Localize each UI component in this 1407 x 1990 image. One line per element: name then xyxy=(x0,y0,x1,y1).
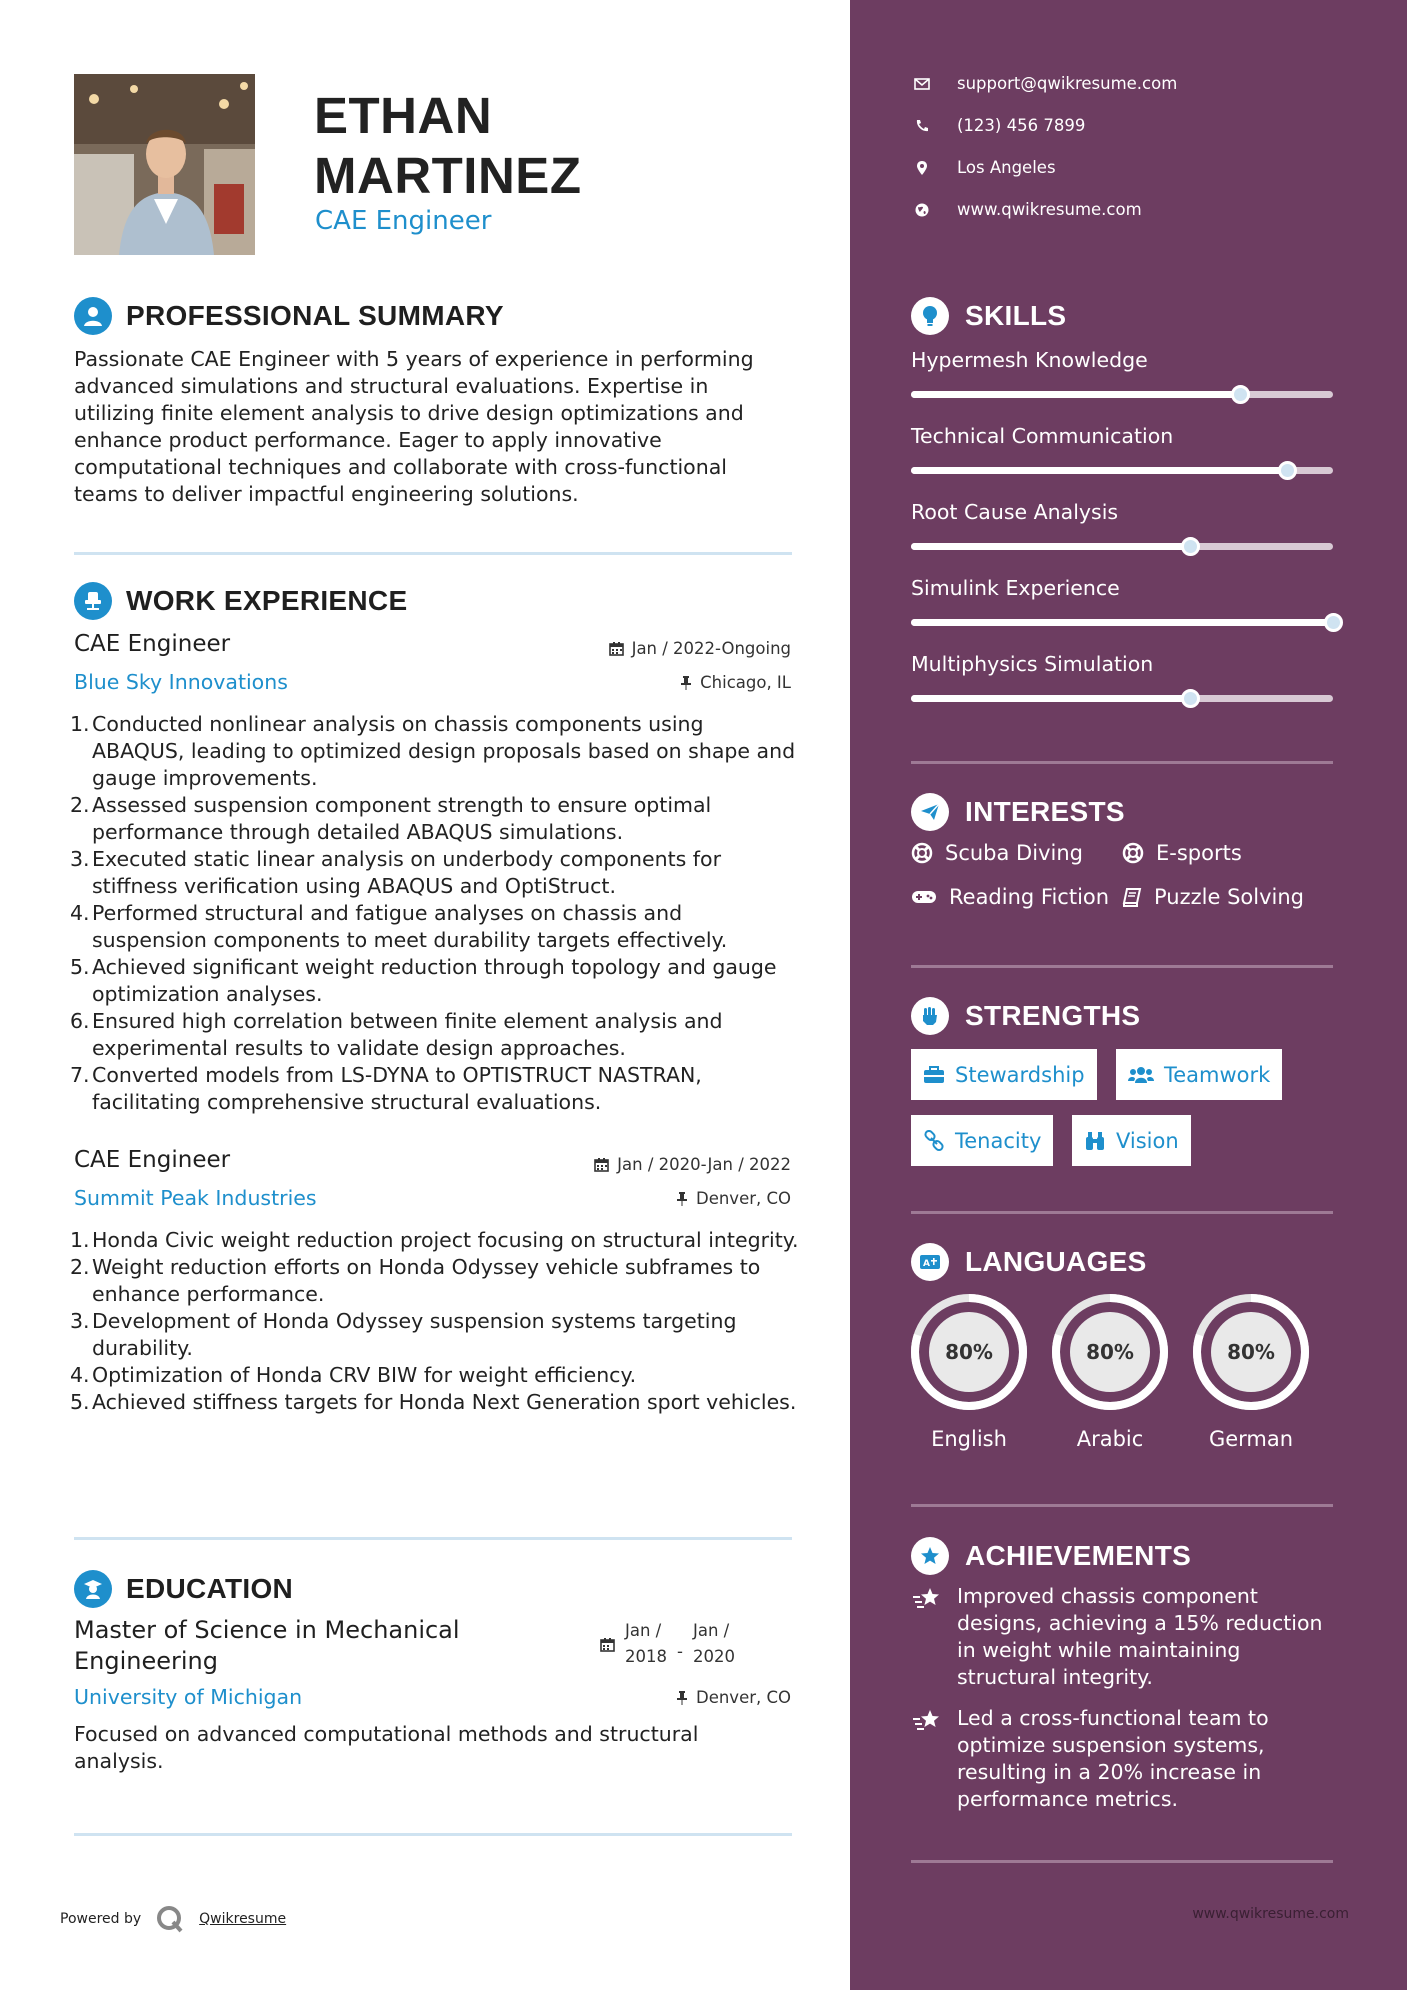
map-marker-icon xyxy=(911,161,933,175)
achievement-text: Improved chassis component designs, achieving a 15% reduction in weight while maintaining structural integrity. xyxy=(957,1584,1323,1689)
strength-tag: Stewardship xyxy=(911,1049,1097,1100)
shooting-star-icon xyxy=(911,1583,957,1691)
strength-tag: Tenacity xyxy=(911,1115,1053,1166)
divider xyxy=(911,1860,1333,1863)
list-item: 7. Converted models from LS-DYNA to OPTISTRUCT NASTRAN, facilitating comprehensive structural evaluations. xyxy=(70,1063,702,1114)
binoculars-icon xyxy=(1084,1131,1106,1151)
strength-tag: Vision xyxy=(1072,1115,1191,1166)
job-dates-text: Jan / 2020-Jan / 2022 xyxy=(617,1155,791,1174)
job-dates-text: Jan / 2022-Ongoing xyxy=(631,639,791,658)
calendar-icon xyxy=(594,1157,609,1172)
briefcase-icon xyxy=(923,1066,945,1084)
education-description: Focused on advanced computational methods and structural analysis. xyxy=(74,1722,699,1773)
pin-icon xyxy=(680,675,692,690)
job-location xyxy=(680,673,791,692)
language-percent: 80% xyxy=(1086,1340,1134,1364)
interests-title: INTERESTS xyxy=(965,796,1125,827)
job-location-text: Chicago, IL xyxy=(700,673,791,692)
achievements-heading xyxy=(911,1537,1191,1575)
paper-plane-icon xyxy=(911,793,949,831)
contact-phone xyxy=(911,116,1085,135)
education-heading xyxy=(74,1570,293,1608)
interest-item: Puzzle Solving xyxy=(1122,885,1304,909)
languages-heading xyxy=(911,1243,1147,1281)
star-badge-icon xyxy=(911,1537,949,1575)
skill-level-knob xyxy=(1278,461,1297,480)
website-text[interactable]: www.qwikresume.com xyxy=(957,200,1142,219)
summary-title: PROFESSIONAL SUMMARY xyxy=(126,300,504,331)
achievements-title: ACHIEVEMENTS xyxy=(965,1540,1192,1571)
life-ring-icon xyxy=(1122,842,1144,864)
work-heading xyxy=(74,582,407,620)
list-item: 1. Honda Civic weight reduction project focusing on structural integrity. xyxy=(70,1228,799,1252)
phone-text: (123) 456 7899 xyxy=(957,116,1086,135)
divider xyxy=(74,1537,792,1540)
job-dates xyxy=(609,639,791,658)
job-location-text: Denver, CO xyxy=(695,1189,791,1208)
divider xyxy=(911,761,1333,764)
calendar-icon xyxy=(609,641,624,656)
list-item: 1. Conducted nonlinear analysis on chassis components using ABAQUS, leading to optimized design proposals based on shape and gauge improvements. xyxy=(70,712,796,790)
strength-tag: Teamwork xyxy=(1116,1049,1282,1100)
pin-icon xyxy=(676,1191,688,1206)
company-name: Summit Peak Industries xyxy=(74,1186,317,1210)
languages-title: LANGUAGES xyxy=(965,1246,1147,1277)
strengths-title: STRENGTHS xyxy=(965,1000,1141,1031)
footer-website[interactable]: www.qwikresume.com xyxy=(1192,1906,1349,1922)
skill-bar xyxy=(911,695,1333,702)
name-first: ETHAN xyxy=(314,87,493,144)
language-ring xyxy=(908,1291,1030,1413)
skill-bar xyxy=(911,391,1333,398)
language-ring xyxy=(1190,1291,1312,1413)
language-card-icon xyxy=(911,1243,949,1281)
skill-level-knob xyxy=(1324,613,1343,632)
globe-icon xyxy=(911,203,933,217)
language-percent: 80% xyxy=(1227,1340,1275,1364)
language-ring xyxy=(1049,1291,1171,1413)
skill-bar-fill xyxy=(911,543,1190,550)
skill-bar xyxy=(911,619,1333,626)
qwikresume-logo-icon xyxy=(155,1904,185,1934)
skill-label: Hypermesh Knowledge xyxy=(911,348,1148,372)
list-item: 2. Assessed suspension component strength to ensure optimal performance through detailed ABAQUS simulations. xyxy=(70,793,712,844)
job-dates xyxy=(594,1155,791,1174)
users-icon xyxy=(1128,1066,1154,1084)
interest-item: Reading Fiction xyxy=(911,885,1109,909)
envelope-icon xyxy=(911,78,933,90)
list-item: 5. Achieved stiffness targets for Honda Next Generation sport vehicles. xyxy=(70,1390,797,1414)
email-text[interactable]: support@qwikresume.com xyxy=(957,74,1178,93)
skill-bar xyxy=(911,543,1333,550)
education-location-text: Denver, CO xyxy=(695,1688,791,1707)
summary-heading xyxy=(74,297,504,335)
divider xyxy=(911,1211,1333,1214)
calendar-icon xyxy=(600,1637,615,1652)
skill-bar xyxy=(911,467,1333,474)
briefcase-chair-icon xyxy=(74,582,112,620)
language-item xyxy=(907,1291,1031,1451)
interests-heading xyxy=(911,793,1125,831)
svg-text:A: A xyxy=(923,1259,930,1269)
location-text: Los Angeles xyxy=(957,158,1056,177)
list-item: 3. Development of Honda Odyssey suspension systems targeting durability. xyxy=(70,1309,737,1360)
start-date: Jan / 2018 xyxy=(625,1621,667,1666)
job-location xyxy=(676,1189,791,1208)
list-item: 3. Executed static linear analysis on underbody components for stiffness verification using ABAQUS and OptiStruct. xyxy=(70,847,721,898)
pin-icon xyxy=(676,1690,688,1705)
shooting-star-icon xyxy=(911,1705,957,1813)
list-item: 4. Performed structural and fatigue analyses on chassis and suspension components to meet durability targets effectively. xyxy=(70,901,728,952)
profile-photo xyxy=(74,74,255,255)
contact-location xyxy=(911,158,1056,177)
language-name: English xyxy=(931,1427,1007,1451)
name-last: MARTINEZ xyxy=(314,147,582,204)
candidate-role: CAE Engineer xyxy=(315,206,492,236)
language-name: Arabic xyxy=(1076,1427,1144,1451)
graduate-icon xyxy=(74,1570,112,1608)
list-item: 2. Weight reduction efforts on Honda Odyssey vehicle subframes to enhance performance. xyxy=(70,1255,761,1306)
lightbulb-icon xyxy=(911,297,949,335)
skill-label: Multiphysics Simulation xyxy=(911,652,1154,676)
divider xyxy=(911,1504,1333,1507)
divider xyxy=(911,965,1333,968)
end-date: Jan / 2020 xyxy=(692,1621,735,1666)
skills-heading xyxy=(911,297,1066,335)
degree-title: Master of Science in Mechanical Engineering xyxy=(74,1616,460,1675)
job-duties xyxy=(70,1227,800,1416)
skill-level-knob xyxy=(1181,537,1200,556)
list-item: 6. Ensured high correlation between finite element analysis and experimental results to validate design approaches. xyxy=(70,1009,723,1060)
book-icon xyxy=(1122,887,1142,907)
contact-email xyxy=(911,74,1177,93)
list-item: 4. Optimization of Honda CRV BIW for weight efficiency. xyxy=(70,1363,637,1387)
skill-bar-fill xyxy=(911,619,1333,626)
skill-bar-fill xyxy=(911,467,1287,474)
skill-level-knob xyxy=(1181,689,1200,708)
skills-title: SKILLS xyxy=(965,300,1067,331)
job-duties xyxy=(70,711,800,1116)
skill-bar-fill xyxy=(911,695,1190,702)
list-item: 5. Achieved significant weight reduction through topology and gauge optimization analyses. xyxy=(70,955,777,1006)
language-item xyxy=(1048,1291,1172,1451)
strengths-heading xyxy=(911,997,1140,1035)
achievement-item xyxy=(911,1583,1331,1691)
contact-website xyxy=(911,200,1142,219)
fist-icon xyxy=(911,997,949,1035)
school-name: University of Michigan xyxy=(74,1685,303,1709)
skill-label: Simulink Experience xyxy=(911,576,1120,600)
work-title: WORK EXPERIENCE xyxy=(126,585,408,616)
skill-bar-fill xyxy=(911,391,1240,398)
education-dates xyxy=(600,1618,735,1670)
language-item xyxy=(1189,1291,1313,1451)
phone-icon xyxy=(911,119,933,133)
job-title: CAE Engineer xyxy=(74,1147,231,1173)
company-name: Blue Sky Innovations xyxy=(74,670,288,694)
powered-by xyxy=(60,1904,286,1934)
achievement-item xyxy=(911,1705,1331,1813)
qwikresume-link[interactable]: Qwikresume xyxy=(199,1911,287,1927)
life-ring-icon xyxy=(911,842,933,864)
skill-label: Technical Communication xyxy=(911,424,1174,448)
user-icon xyxy=(74,297,112,335)
interest-item: E-sports xyxy=(1122,841,1242,865)
language-name: German xyxy=(1208,1427,1294,1451)
job-title: CAE Engineer xyxy=(74,631,231,657)
gamepad-icon xyxy=(911,889,937,905)
language-percent: 80% xyxy=(945,1340,993,1364)
divider xyxy=(74,552,792,555)
powered-by-label: Powered by xyxy=(60,1911,142,1927)
achievement-text: Led a cross-functional team to optimize suspension systems, resulting in a 20% increase in performance metrics. xyxy=(957,1706,1269,1811)
skill-label: Root Cause Analysis xyxy=(911,500,1119,524)
divider xyxy=(74,1833,792,1836)
link-icon xyxy=(923,1130,945,1152)
candidate-name xyxy=(314,86,581,206)
education-location xyxy=(676,1688,791,1707)
education-title: EDUCATION xyxy=(126,1573,294,1604)
interest-item: Scuba Diving xyxy=(911,841,1083,865)
summary-text: Passionate CAE Engineer with 5 years of experience in performing advanced simulations and structural evaluations. Expertise in utilizing finite element analysis to drive design optimizations and enhance product performance. Eager to apply innovative computational techniques and collaborate with cross-functional teams to deliver impactful engineering solutions. xyxy=(74,347,754,506)
date-separator: - xyxy=(677,1641,683,1661)
